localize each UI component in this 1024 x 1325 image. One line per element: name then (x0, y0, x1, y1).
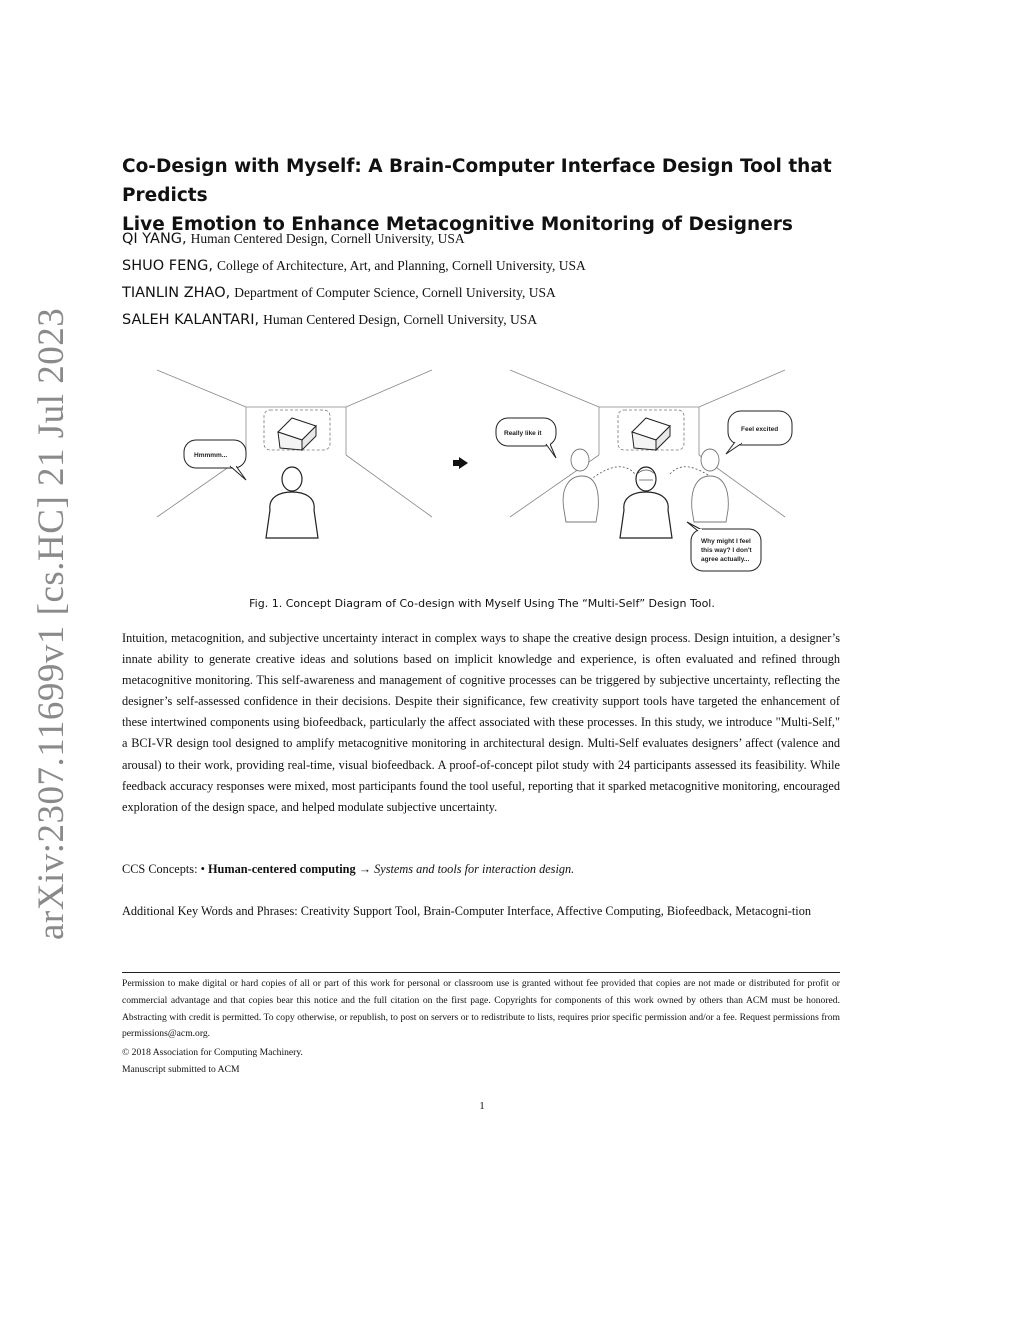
permission-text: Permission to make digital or hard copies of all or part of this work for personal or classroom use is granted without fee provided that copies are not made or distributed for profit or commercial advantage and that copies bear this notice and the full citation on the first page. Copyrights for components of this work owned by others than ACM must be honored. Abstracting with credit is permitted. To copy otherwise, or republish, to post on servers or to redistribute to lists, requires prior specific permission and/or a fee. Request permissions from permissions@acm.org. (122, 978, 840, 1040)
author-affiliation: College of Architecture, Art, and Planning, Cornell University, USA (216, 258, 586, 273)
author-entry (122, 309, 586, 336)
designer-figure (266, 467, 318, 538)
self-link-arc (590, 467, 635, 480)
bubble-why-line3: agree actually... (701, 556, 750, 563)
paper-title (122, 152, 882, 239)
figure-caption: Fig. 1. Concept Diagram of Co-design with Myself Using The “Multi-Self” Design Tool. (249, 597, 715, 610)
abstract-text: Intuition, metacognition, and subjective uncertainty interact in complex ways to shape the creative design process. Design intuition, a designer’s innate ability to generate creative ideas and solutions based on implicit knowledge and experience, is often evaluated and refined through metacognitive monitoring. This self-awareness and management of cognitive processes can be triggered by subjective uncertainty, reflecting the designer’s self-assessed confidence in their decisions. Despite their significance, few creativity support tools have targeted the enhancement of these intertwined components using biofeedback, particularly the affect associated with these processes. In this study, we introduce "Multi-Self," a BCI-VR design tool designed to amplify metacognitive monitoring in architectural design. Multi-Self evaluates designers’ affect (valence and arousal) to their work, providing real-time, visual biofeedback. A proof-of-concept pilot study with 24 participants assessed its feasibility. While feedback accuracy responses were mixed, most participants found the tool useful, reporting that it sparked metacognitive monitoring, encouraged exploration of the design space, and helped modulate subjective uncertainty. (122, 631, 840, 814)
self-figure-right (692, 449, 729, 522)
ccs-arrow: → (358, 862, 372, 876)
bubble-why-line2: this way? I don't (701, 547, 752, 554)
author-name: QI YANG, (122, 231, 187, 247)
author-entry (122, 228, 586, 255)
author-name: TIANLIN ZHAO, (122, 285, 231, 301)
author-entry (122, 255, 586, 282)
author-list (122, 228, 586, 336)
thought-bubble-excited (726, 411, 792, 454)
author-name: SALEH KALANTARI, (122, 312, 260, 328)
bubble-excited-text: Feel excited (741, 426, 779, 433)
ccs-concepts (122, 859, 840, 880)
page-number: 1 (479, 1100, 485, 1112)
self-figure-left (563, 449, 598, 522)
manuscript-text: Manuscript submitted to ACM (122, 1063, 240, 1075)
thought-bubble-why (687, 522, 761, 571)
author-name: SHUO FENG, (122, 258, 213, 274)
designer-figure (620, 467, 672, 538)
author-affiliation: Department of Computer Science, Cornell University, USA (234, 285, 556, 300)
bubble-like-text: Really like it (504, 430, 542, 437)
ccs-concept: Human-centered computing (207, 862, 356, 876)
thought-bubble-hmm (184, 440, 248, 480)
keywords-text: Additional Key Words and Phrases: Creativity Support Tool, Brain-Computer Interface, Affective Computing, Biofeedback, Metacogni-tion (122, 904, 812, 918)
bubble-why-line1: Why might I feel (701, 538, 751, 545)
cube-icon (278, 418, 316, 450)
ccs-subconcept: Systems and tools for interaction design. (374, 862, 575, 876)
arxiv-stamp: arXiv:2307.11699v1 [cs.HC] 21 Jul 2023 (31, 307, 72, 940)
cube-icon (632, 418, 670, 450)
author-entry (122, 282, 586, 309)
copyright-text: © 2018 Association for Computing Machinery. (122, 1047, 303, 1059)
author-affiliation: Human Centered Design, Cornell University, USA (263, 312, 538, 327)
ccs-label: CCS Concepts: • (122, 862, 205, 876)
concept-diagram (150, 362, 800, 577)
bubble-hmm-text: Hmmmm... (194, 452, 228, 459)
arrow-right-icon (453, 457, 468, 469)
title-line-1: Co-Design with Myself: A Brain-Computer Interface Design Tool that Predicts (122, 156, 832, 206)
author-affiliation: Human Centered Design, Cornell University, USA (190, 231, 465, 246)
title-line-2: Live Emotion to Enhance Metacognitive Monitoring of Designers (122, 214, 793, 235)
thought-bubble-like (496, 418, 556, 458)
permission-footnote (122, 972, 840, 1079)
